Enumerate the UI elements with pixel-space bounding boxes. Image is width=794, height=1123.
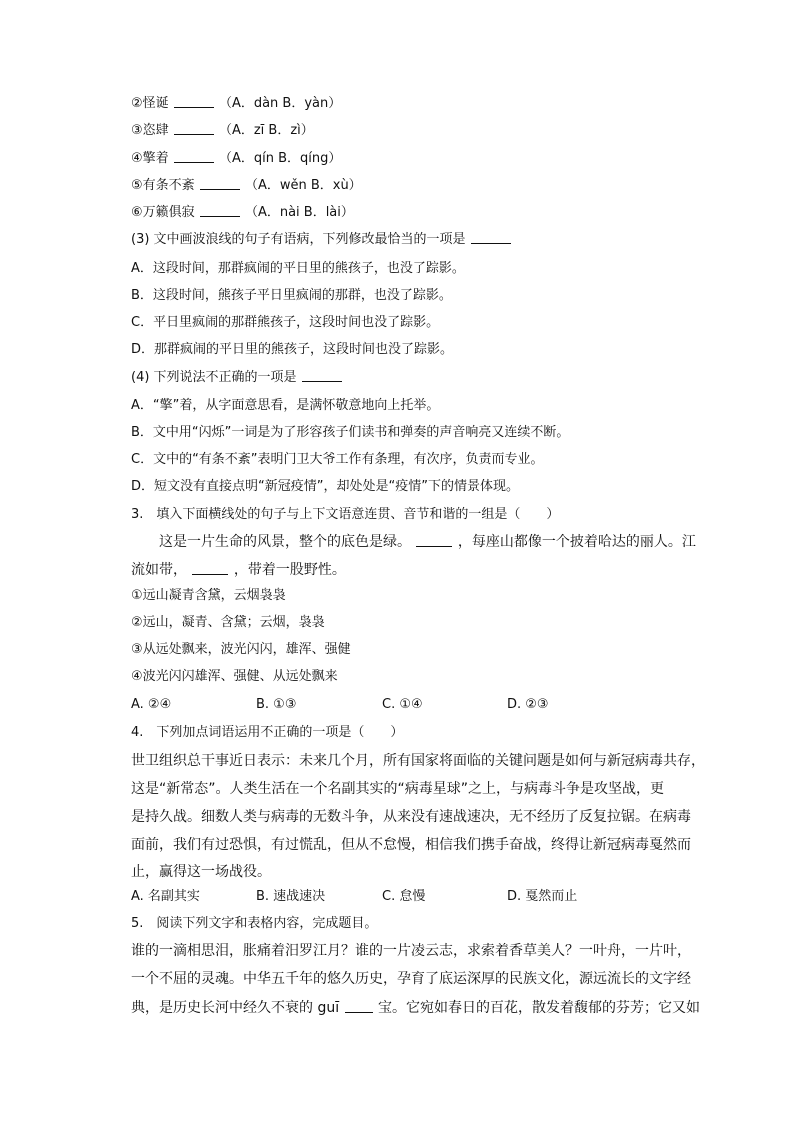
question-4-sub: (4) 下列说法不正确的一项是: [131, 369, 691, 387]
option-c[interactable]: C. ①④: [382, 697, 423, 712]
option-d[interactable]: D. ②③: [507, 697, 549, 712]
answer-blank[interactable]: [192, 562, 228, 575]
answer-blank[interactable]: [200, 204, 240, 217]
passage-line-1: 这是一片生命的风景，整个的底色是绿。 ，每座山都像一个披着哈达的丽人。江: [159, 534, 696, 550]
sentence-3: ③从远处飘来，波光闪闪，雄浑、强健: [131, 642, 351, 657]
option-a: A．这段时间，那群疯闹的平日里的熊孩子，也没了踪影。: [131, 261, 465, 276]
option-b[interactable]: B. 速战速决: [256, 889, 326, 904]
passage-line-4: 面前，我们有过恐惧，有过慌乱，但从不怠慢，相信我们携手奋战，终得让新冠病毒戛然而: [131, 837, 691, 853]
answer-blank[interactable]: [174, 122, 214, 135]
question-4-options: [131, 888, 691, 906]
option-c[interactable]: C. 怠慢: [382, 889, 426, 904]
option-a[interactable]: A. 名副其实: [131, 889, 200, 904]
passage-line-5: 止，赢得这一场战役。: [131, 864, 271, 880]
question-5-title: 5. 阅读下列文字和表格内容，完成题目。: [131, 916, 378, 931]
answer-blank[interactable]: [345, 1000, 373, 1013]
reading-line-1: 谁的一滴相思泪，胀痛着汨罗江月？谁的一片凌云志，求索着香草美人？一叶舟，一片叶，: [131, 943, 691, 959]
item-4-line: ④擎着 （A．qín B．qíng）: [131, 151, 342, 166]
answer-blank[interactable]: [174, 95, 214, 108]
answer-blank[interactable]: [471, 231, 511, 244]
passage-line-3: 是持久战。细数人类与病毒的无数斗争，从来没有速战速决，无不经历了反复拉锯。在病毒: [131, 809, 691, 825]
option-d[interactable]: D. 戛然而止: [507, 889, 578, 904]
item-5-line: ⑤有条不紊 （A．wěn B．xù）: [131, 178, 362, 193]
item-6-line: ⑥万籁俱寂 （A．nài B．lài）: [131, 205, 354, 220]
option-a: A．“擎”着，从字面意思看，是满怀敬意地向上托举。: [131, 398, 440, 413]
option-a[interactable]: A. ②④: [131, 697, 172, 712]
passage-line-1: 世卫组织总干事近日表示：未来几个月，所有国家将面临的关键问题是如何与新冠病毒共存，: [131, 753, 705, 769]
item-3-line: ③恣肆 （A．zī B．zì）: [131, 123, 314, 138]
option-c: C．文中的“有条不紊”表明门卫大爷工作有条理，有次序，负责而专业。: [131, 452, 544, 467]
option-d: D．那群疯闹的平日里的熊孩子，这段时间也没了踪影。: [131, 342, 454, 357]
question-3-sub: (3) 文中画波浪线的句子有语病，下列修改最恰当的一项是: [131, 231, 691, 249]
sentence-2: ②远山，凝青、含黛；云烟，袅袅: [131, 615, 325, 630]
question-3-options: [131, 696, 691, 714]
question-4-title: 4. 下列加点词语运用不正确的一项是（ ）: [131, 725, 404, 740]
passage-line-2: 这是“新常态”。人类生活在一个名副其实的“病毒星球”之上，与病毒斗争是攻坚战，更: [131, 781, 665, 797]
option-b: B．这段时间，熊孩子平日里疯闹的那群，也没了踪影。: [131, 288, 452, 303]
question-3-title: 3. 填入下面横线处的句子与上下文语意连贯、音节和谐的一组是（ ）: [131, 507, 560, 522]
item-2-line: ②怪诞 （A．dàn B．yàn）: [131, 96, 342, 111]
answer-blank[interactable]: [174, 150, 214, 163]
passage-line-2: 流如带， ，带着一股野性。: [131, 562, 346, 578]
reading-line-2: 一个不屈的灵魂。中华五千年的悠久历史，孕育了底运深厚的民族文化，源远流长的文字经: [131, 971, 691, 987]
option-b: B．文中用“闪烁”一词是为了形容孩子们读书和弹奏的声音响亮又连续不断。: [131, 425, 570, 440]
reading-line-3: 典，是历史长河中经久不衰的 guī 宝。它宛如春日的百花，散发着馥郁的芬芳；它又如: [131, 1000, 701, 1016]
option-d: D．短文没有直接点明“新冠疫情”，却处处是“疫情”下的情景体现。: [131, 479, 519, 494]
answer-blank[interactable]: [416, 534, 452, 547]
option-b[interactable]: B. ①③: [256, 697, 297, 712]
option-c: C．平日里疯闹的那群熊孩子，这段时间也没了踪影。: [131, 315, 440, 330]
sentence-1: ①远山凝青含黛，云烟袅袅: [131, 588, 286, 603]
answer-blank[interactable]: [302, 369, 342, 382]
sentence-4: ④波光闪闪雄浑、强健、从远处飘来: [131, 669, 338, 684]
answer-blank[interactable]: [200, 177, 240, 190]
